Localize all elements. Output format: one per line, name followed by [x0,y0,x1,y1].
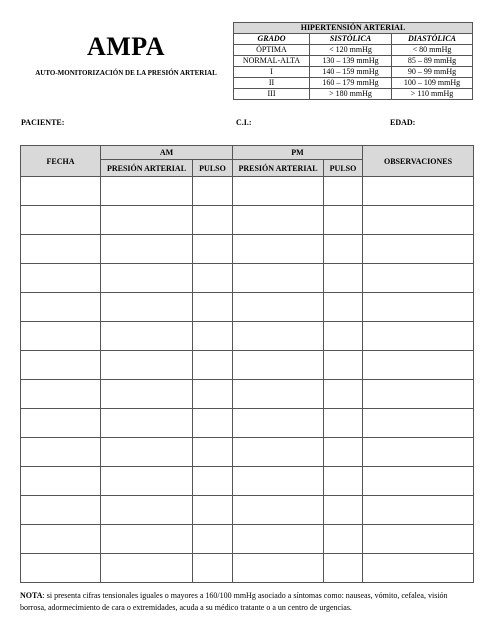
cell-am-presion[interactable] [101,380,193,409]
cell-pm-pulso[interactable] [324,554,363,583]
patient-name-label: PACIENTE: [21,118,65,127]
cell-am-pulso[interactable] [193,525,233,554]
cell-fecha[interactable] [21,206,101,235]
reference-cell-grado: I [234,67,310,78]
reference-col-grado: GRADO [234,34,310,45]
table-row [21,496,474,525]
cell-fecha[interactable] [21,380,101,409]
cell-am-presion[interactable] [101,554,193,583]
cell-observaciones[interactable] [363,467,474,496]
cell-pm-pulso[interactable] [324,206,363,235]
cell-am-presion[interactable] [101,206,193,235]
cell-am-pulso[interactable] [193,322,233,351]
cell-pm-presion[interactable] [233,206,324,235]
table-row [21,177,474,206]
cell-pm-pulso[interactable] [324,467,363,496]
cell-fecha[interactable] [21,467,101,496]
reference-cell-grado: III [234,89,310,100]
cell-pm-pulso[interactable] [324,525,363,554]
cell-pm-presion[interactable] [233,496,324,525]
cell-pm-pulso[interactable] [324,235,363,264]
col-fecha: FECHA [21,146,101,177]
cell-observaciones[interactable] [363,322,474,351]
cell-am-presion[interactable] [101,525,193,554]
reference-cell-sistolica: 140 – 159 mmHg [310,67,392,78]
cell-am-pulso[interactable] [193,438,233,467]
table-row [21,351,474,380]
cell-pm-presion[interactable] [233,438,324,467]
cell-pm-presion[interactable] [233,322,324,351]
reference-cell-diastolica: 90 – 99 mmHg [392,67,473,78]
patient-age-label: EDAD: [390,118,416,127]
cell-observaciones[interactable] [363,264,474,293]
table-row [21,525,474,554]
note [20,590,475,614]
cell-observaciones[interactable] [363,293,474,322]
cell-am-presion[interactable] [101,351,193,380]
cell-am-pulso[interactable] [193,264,233,293]
reference-row [234,67,473,78]
cell-am-presion[interactable] [101,264,193,293]
page-subtitle: AUTO-MONITORIZACIÓN DE LA PRESIÓN ARTERIAL [35,69,217,77]
cell-am-pulso[interactable] [193,293,233,322]
reference-cell-grado: II [234,78,310,89]
cell-fecha[interactable] [21,264,101,293]
table-row [21,380,474,409]
cell-am-pulso[interactable] [193,206,233,235]
cell-observaciones[interactable] [363,438,474,467]
reference-cell-grado: ÓPTIMA [234,45,310,56]
cell-observaciones[interactable] [363,177,474,206]
blood-pressure-log-table [20,145,474,583]
cell-fecha[interactable] [21,554,101,583]
cell-observaciones[interactable] [363,235,474,264]
reference-col-diastolica: DIASTÓLICA [392,34,473,45]
cell-fecha[interactable] [21,293,101,322]
table-row [21,467,474,496]
col-observaciones: OBSERVACIONES [363,146,474,177]
reference-cell-sistolica: 130 – 139 mmHg [310,56,392,67]
table-row [21,264,474,293]
hypertension-reference-table [233,22,473,100]
table-row [21,438,474,467]
col-pm-pulso: PULSO [324,160,363,177]
cell-pm-presion[interactable] [233,409,324,438]
cell-fecha[interactable] [21,351,101,380]
reference-cell-diastolica: > 110 mmHg [392,89,473,100]
note-text: : si presenta cifras tensionales iguales o mayores a 160/100 mmHg asociado a síntomas como: nauseas, vómito, cefalea, visión borrosa, adormecimiento de cara o extremidades, acuda a su médico tratante o a un centro de urgencias. [20,591,448,612]
cell-pm-presion[interactable] [233,467,324,496]
cell-am-pulso[interactable] [193,467,233,496]
cell-pm-pulso[interactable] [324,496,363,525]
table-row [21,235,474,264]
reference-cell-diastolica: 100 – 109 mmHg [392,78,473,89]
reference-cell-sistolica: 160 – 179 mmHg [310,78,392,89]
cell-pm-presion[interactable] [233,177,324,206]
cell-observaciones[interactable] [363,351,474,380]
cell-fecha[interactable] [21,322,101,351]
cell-pm-pulso[interactable] [324,177,363,206]
reference-row [234,56,473,67]
cell-observaciones[interactable] [363,496,474,525]
cell-am-pulso[interactable] [193,380,233,409]
cell-pm-presion[interactable] [233,525,324,554]
col-group-pm: PM [233,146,363,160]
cell-am-presion[interactable] [101,235,193,264]
cell-observaciones[interactable] [363,554,474,583]
cell-am-presion[interactable] [101,496,193,525]
cell-fecha[interactable] [21,438,101,467]
table-row [21,554,474,583]
col-am-pulso: PULSO [193,160,233,177]
cell-observaciones[interactable] [363,525,474,554]
cell-pm-presion[interactable] [233,554,324,583]
cell-am-pulso[interactable] [193,496,233,525]
cell-am-pulso[interactable] [193,554,233,583]
cell-am-presion[interactable] [101,467,193,496]
cell-fecha[interactable] [21,409,101,438]
cell-observaciones[interactable] [363,380,474,409]
reference-row [234,78,473,89]
cell-am-pulso[interactable] [193,409,233,438]
cell-fecha[interactable] [21,525,101,554]
reference-table-title: HIPERTENSIÓN ARTERIAL [234,23,473,34]
cell-pm-pulso[interactable] [324,264,363,293]
cell-am-pulso[interactable] [193,177,233,206]
table-row [21,206,474,235]
log-table-body [21,177,474,583]
reference-cell-sistolica: < 120 mmHg [310,45,392,56]
cell-pm-pulso[interactable] [324,438,363,467]
col-am-presion: PRESIÓN ARTERIAL [101,160,193,177]
cell-pm-presion[interactable] [233,293,324,322]
cell-am-presion[interactable] [101,409,193,438]
col-group-am: AM [101,146,233,160]
cell-fecha[interactable] [21,496,101,525]
cell-am-presion[interactable] [101,438,193,467]
cell-am-presion[interactable] [101,293,193,322]
table-row [21,409,474,438]
cell-am-pulso[interactable] [193,235,233,264]
cell-fecha[interactable] [21,235,101,264]
cell-fecha[interactable] [21,177,101,206]
reference-row [234,45,473,56]
cell-pm-presion[interactable] [233,264,324,293]
reference-col-sistolica: SISTÓLICA [310,34,392,45]
cell-am-presion[interactable] [101,322,193,351]
reference-cell-grado: NORMAL-ALTA [234,56,310,67]
cell-observaciones[interactable] [363,409,474,438]
col-pm-presion: PRESIÓN ARTERIAL [233,160,324,177]
note-label: NOTA [20,591,43,600]
reference-cell-diastolica: < 80 mmHg [392,45,473,56]
cell-pm-presion[interactable] [233,235,324,264]
cell-pm-presion[interactable] [233,380,324,409]
cell-pm-presion[interactable] [233,351,324,380]
cell-pm-pulso[interactable] [324,293,363,322]
table-row [21,322,474,351]
table-row [21,293,474,322]
reference-cell-sistolica: > 180 mmHg [310,89,392,100]
cell-pm-pulso[interactable] [324,351,363,380]
reference-cell-diastolica: 85 – 89 mmHg [392,56,473,67]
cell-observaciones[interactable] [363,206,474,235]
reference-row [234,89,473,100]
patient-id-label: C.I.: [236,118,252,127]
cell-pm-pulso[interactable] [324,322,363,351]
cell-pm-pulso[interactable] [324,380,363,409]
cell-am-presion[interactable] [101,177,193,206]
cell-am-pulso[interactable] [193,351,233,380]
cell-pm-pulso[interactable] [324,409,363,438]
page-title: AMPA [86,32,166,61]
